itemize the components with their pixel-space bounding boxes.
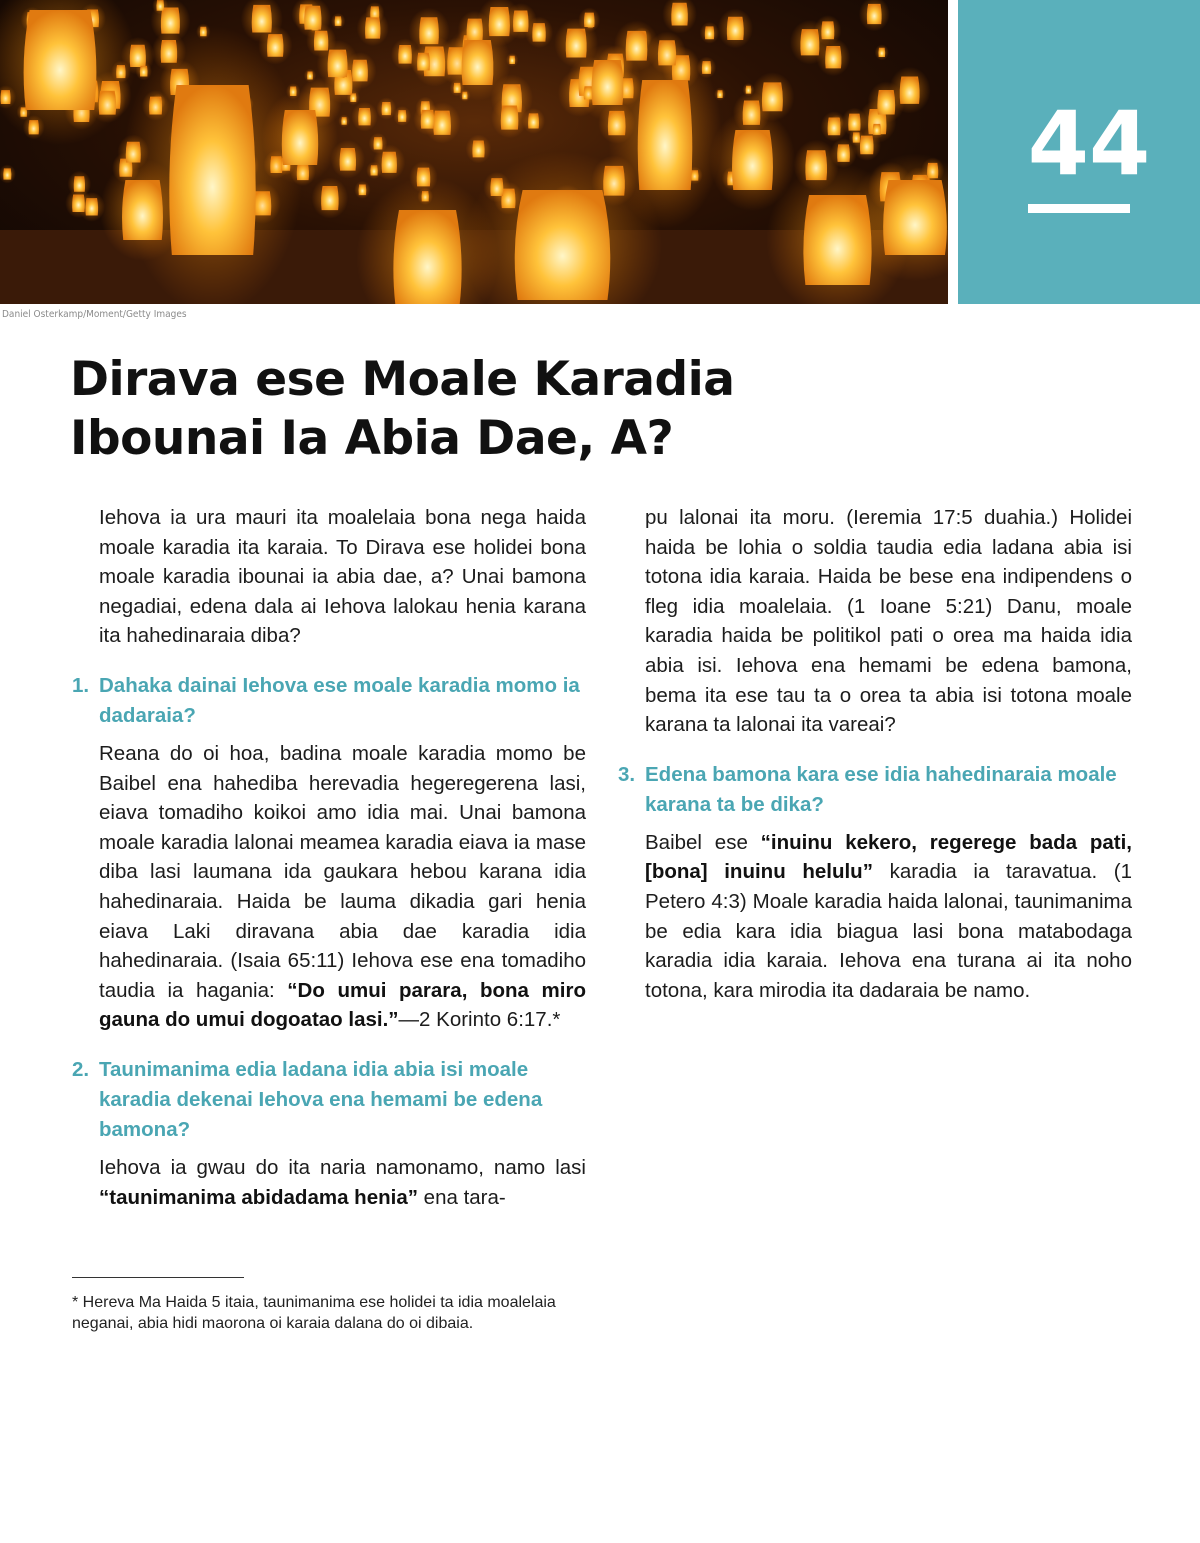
lantern bbox=[351, 102, 377, 132]
lantern bbox=[710, 109, 796, 211]
lantern bbox=[842, 108, 868, 137]
section-3-text-a: Baibel ese bbox=[645, 830, 761, 854]
lantern bbox=[347, 90, 360, 105]
lantern bbox=[574, 44, 641, 121]
lantern bbox=[505, 3, 537, 39]
question-3-text: Edena bamona kara ese idia hahedinaraia moale karana ta be dika? bbox=[645, 762, 1117, 816]
section-1-text-a: Reana do oi hoa, badina moale karadia momo be Baibel ena hahediba herevadia hegeregerena lasi, eiava tomadiho koikoi amo idia mai. Unai bamona moale karadia lalonai meamea karadia eiava ia mase diba lasi laumana ida gaukara hebou karana idia hahedinaraia. Haida be lauma dikadia gari henia eiava Laki diravana abia dae karadia idia hahedinaraia. (Isaia 65:11) Iehova ese ena tomadiho taudia ia hagania: bbox=[99, 741, 586, 1002]
lantern bbox=[65, 188, 91, 218]
question-2-text: Taunimanima edia ladana idia abia isi moale karadia dekenai Iehova ena hemami be edena bamona? bbox=[99, 1057, 543, 1141]
section-1-paragraph bbox=[99, 739, 586, 1035]
lantern bbox=[466, 135, 492, 164]
lantern bbox=[357, 10, 389, 46]
lantern bbox=[366, 162, 382, 179]
question-1-number: 1. bbox=[72, 673, 90, 697]
lantern bbox=[859, 0, 890, 31]
lantern bbox=[700, 22, 719, 44]
title-line-1: Dirava ese Moale Karadia bbox=[70, 352, 735, 407]
section-2-text-b-start: ena tara- bbox=[417, 1185, 506, 1209]
lantern bbox=[413, 103, 441, 135]
section-3-paragraph bbox=[645, 828, 1132, 1006]
lantern bbox=[868, 120, 885, 139]
lantern bbox=[391, 38, 419, 70]
lantern bbox=[304, 69, 316, 83]
hero-image-sky-lanterns bbox=[0, 0, 948, 304]
lantern bbox=[344, 52, 377, 89]
title-line-2: Ibounai Ia Abia Dae, A? bbox=[70, 411, 674, 466]
section-3-quote: “inuinu kekero, regerege bada pati, [bona] inuinu helulu” bbox=[645, 830, 1132, 884]
section-1-text-b: —2 Korinto 6:17.* bbox=[398, 1008, 561, 1032]
lantern bbox=[354, 181, 370, 199]
question-2-heading bbox=[72, 1055, 586, 1145]
question-1-text: Dahaka dainai Iehova ese moale karadia momo ia dadaraia? bbox=[99, 673, 580, 727]
lantern bbox=[0, 164, 16, 183]
question-3-number: 3. bbox=[618, 762, 636, 786]
photo-credit: Daniel Osterkamp/Moment/Getty Images bbox=[2, 309, 187, 320]
lantern bbox=[444, 24, 511, 101]
footnote-divider bbox=[72, 1277, 244, 1278]
footnote: * Hereva Ma Haida 5 itaia, taunimanima ese holidei ta idia moalelaia neganai, abia hidi maorona oi karaia dalana do oi dibaia. bbox=[72, 1294, 556, 1332]
question-1-heading bbox=[72, 671, 586, 731]
lantern bbox=[742, 83, 754, 96]
question-2-number: 2. bbox=[72, 1057, 90, 1081]
lesson-number: 44 bbox=[1027, 92, 1151, 195]
lantern bbox=[718, 9, 753, 49]
lantern bbox=[369, 133, 388, 154]
section-3-text-b: karadia ia taravatua. (1 Petero 4:3) Moale karadia haida lalonai, taunimanima be edia kara idia biagua lasi bona matabodaga karadia idia karaia. Iehova ena turana ai ita noho totona, kara mirodia ita dadaraia be namo. bbox=[645, 860, 1133, 1002]
lantern bbox=[262, 91, 338, 185]
left-column bbox=[72, 503, 586, 1212]
section-2-text-a: Iehova ia gwau do ita naria namonamo, namo lasi bbox=[99, 1155, 586, 1179]
section-2-quote: “taunimanima abidadama henia” bbox=[99, 1185, 418, 1209]
lesson-number-box bbox=[958, 0, 1200, 304]
lantern bbox=[814, 15, 841, 45]
lantern bbox=[868, 81, 905, 123]
sky-lanterns-illustration bbox=[0, 0, 948, 304]
section-2-paragraph-start bbox=[99, 1153, 586, 1212]
question-3-heading bbox=[618, 760, 1132, 820]
section-1-quote: “Do umui parara, bona miro gauna do umui dogoatao lasi.” bbox=[99, 978, 586, 1032]
lantern bbox=[662, 0, 697, 34]
page-title bbox=[70, 350, 790, 468]
lantern bbox=[312, 178, 349, 219]
lantern bbox=[338, 114, 350, 127]
lantern bbox=[491, 97, 528, 138]
section-2-paragraph-continued: pu lalonai ita moru. (Ieremia 17:5 duahia.) Holidei haida be lohia o soldia taudia edia ladana abia isi totona idia karaia. Haida be bese ena indipendens o fleg idia moalelaia. (1 Ioane 5:21) Danu, moale karadia haida be politikol pati o orea ma haida idia abia isi. Iehova ena hemami be edena bamona, bema ita ese tau ta o orea ta abia isi totona moale karana ta lalonai ita vareai? bbox=[645, 506, 1132, 737]
lesson-underline bbox=[1028, 204, 1130, 213]
lantern bbox=[0, 0, 136, 145]
lantern bbox=[376, 97, 396, 119]
lantern bbox=[331, 13, 345, 29]
intro-paragraph: Iehova ia ura mauri ita moalelaia bona nega haida moale karadia ita karaia. To Dirava ese holidei bona moale karadia ibounai ia abia dae, a? Unai bamona negadiai, edena dala ai Iehova lalokau henia karana ita hahedinaraia diba? bbox=[99, 506, 586, 648]
lantern bbox=[875, 44, 889, 60]
right-column bbox=[618, 503, 1132, 1005]
lantern bbox=[100, 159, 186, 261]
